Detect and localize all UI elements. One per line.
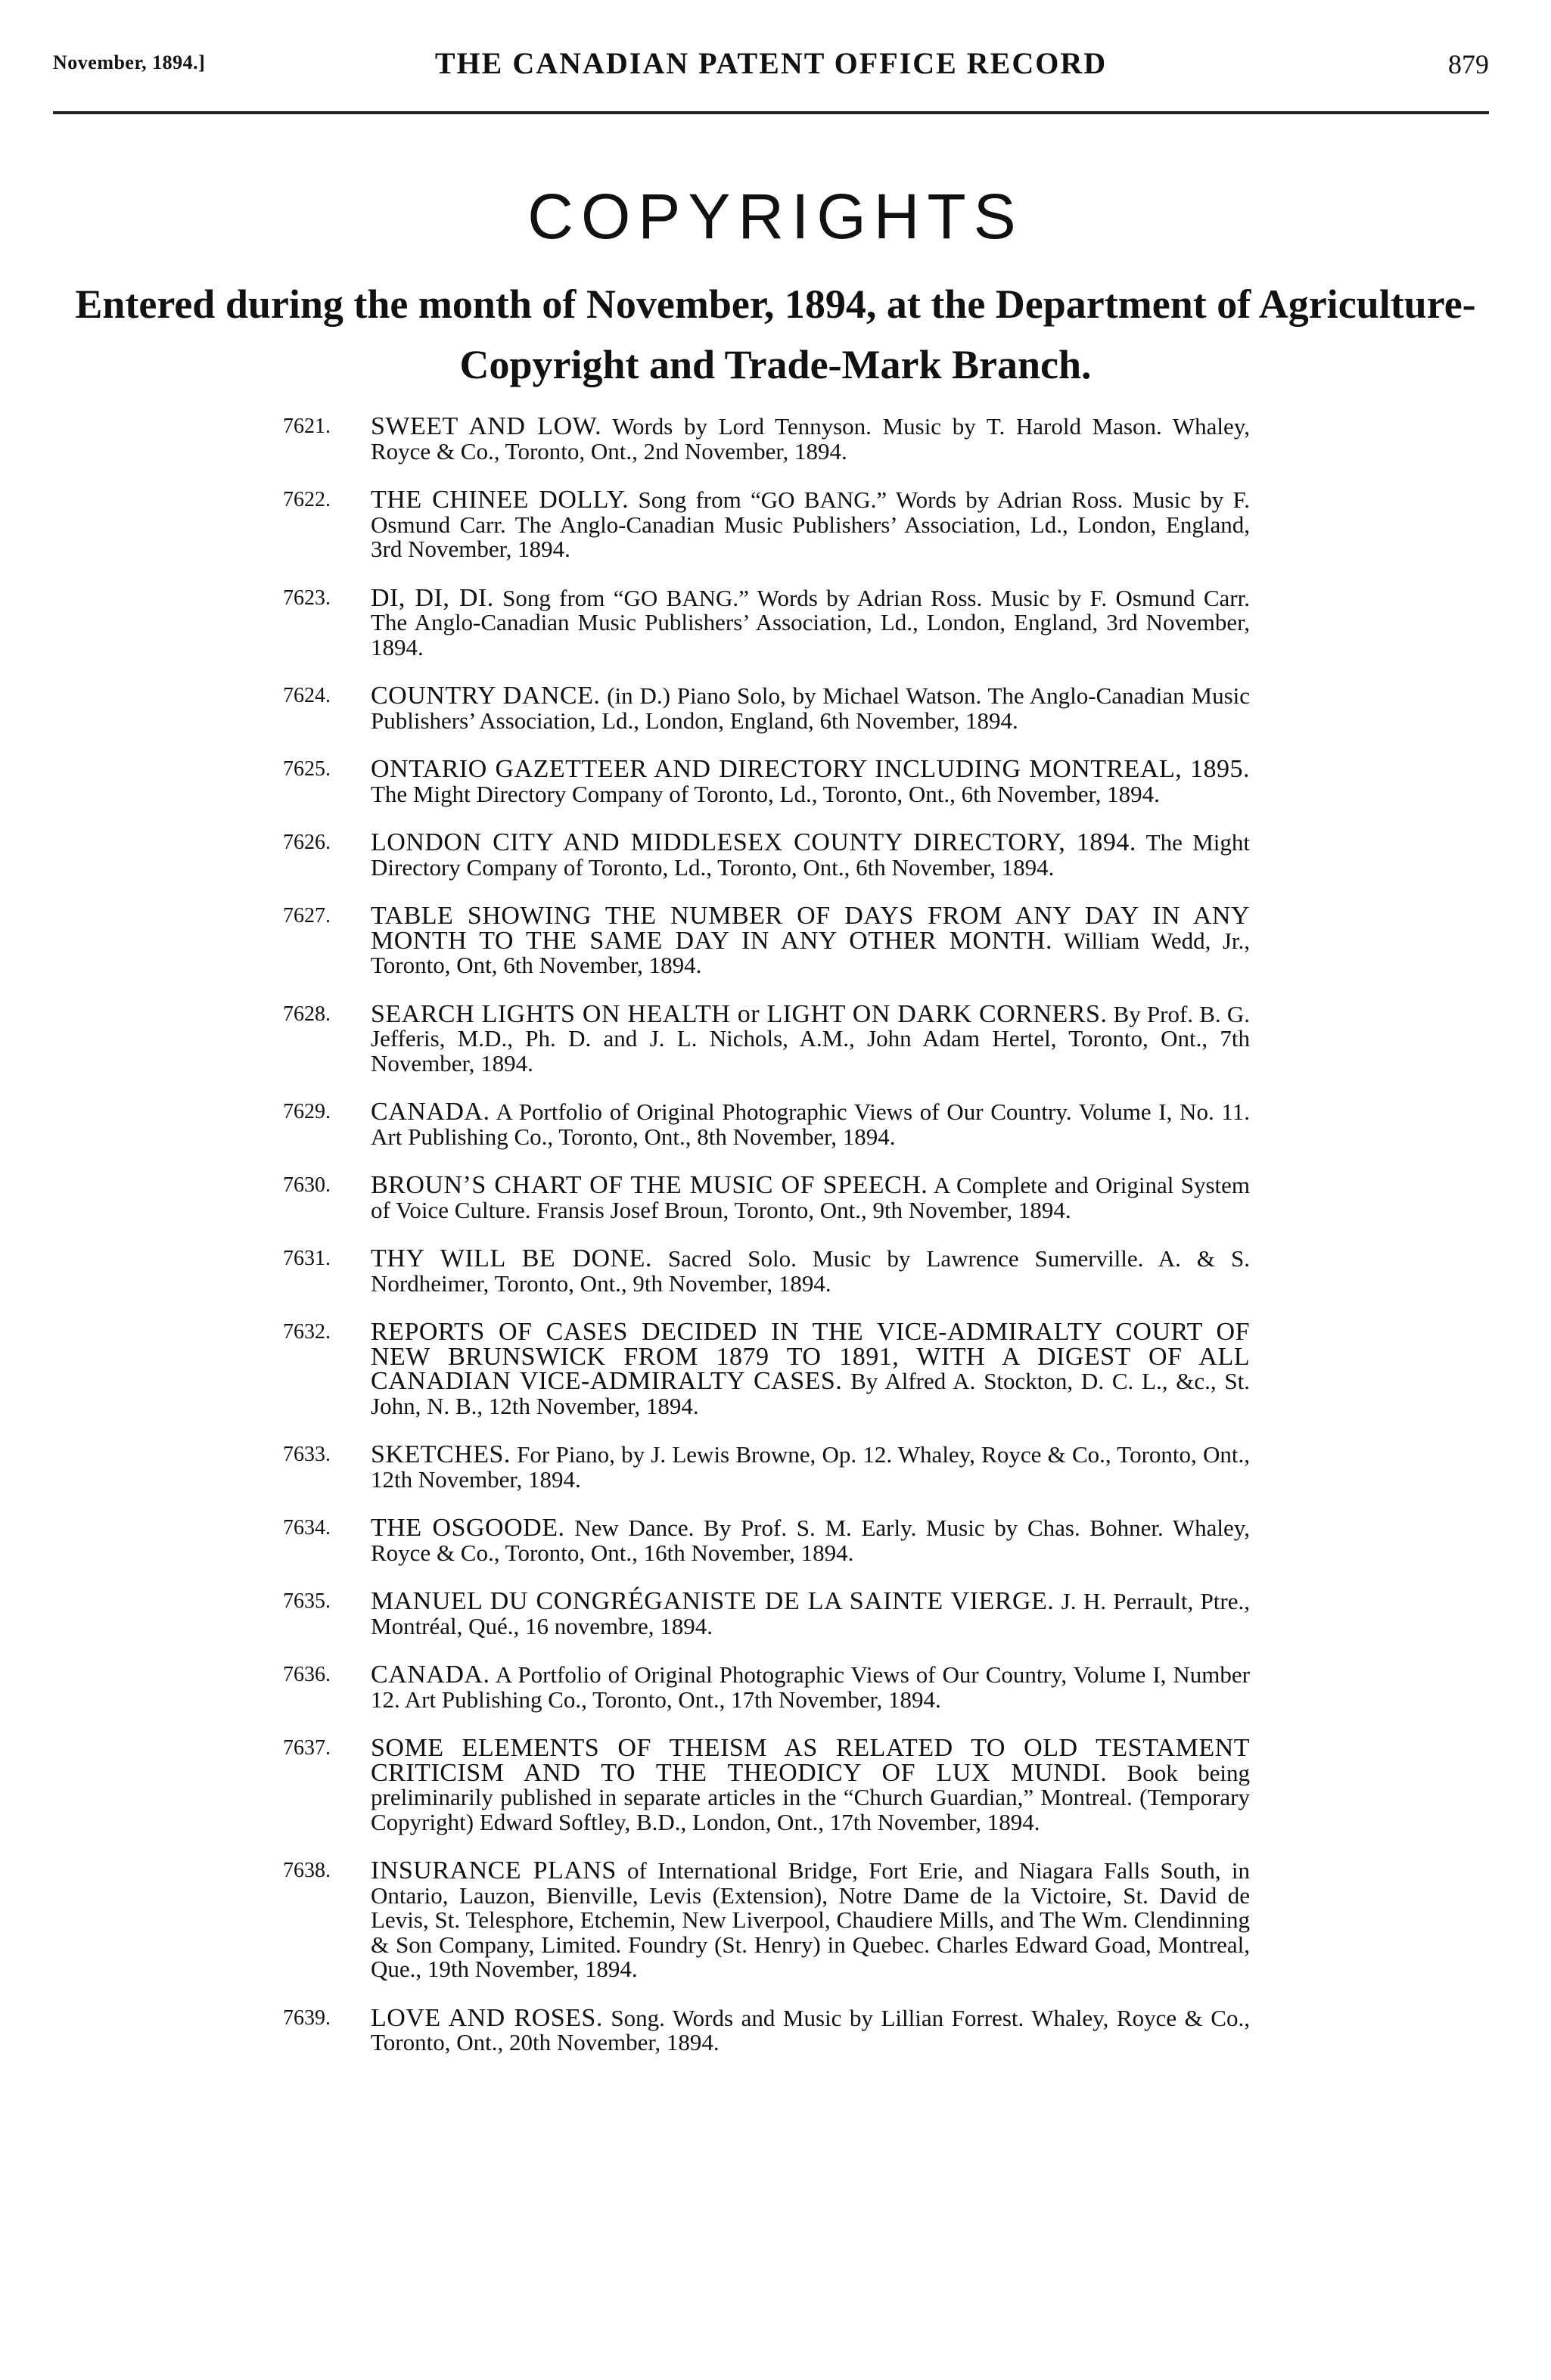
copyright-entry <box>283 684 1250 733</box>
entry-details: The Might Directory Company of Toronto, Ld., Toronto, Ont., 6th November, 1894. <box>371 829 1250 881</box>
entry-number: 7634. <box>283 1516 331 1540</box>
copyright-entry <box>283 583 1250 660</box>
copyright-entry <box>283 2003 1250 2055</box>
entry-details: By Prof. B. G. Jefferis, M.D., Ph. D. and J. L. Nichols, A.M., John Adam Hertel, Toronto, Ont., 7th November, 1894. <box>371 1000 1250 1077</box>
entry-number: 7627. <box>283 904 331 927</box>
entry-number: 7625. <box>283 757 331 781</box>
entry-number: 7631. <box>283 1247 331 1270</box>
entry-details: J. H. Perrault, Ptre., Montréal, Qué., 16 novembre, 1894. <box>371 1588 1250 1639</box>
entry-number: 7638. <box>283 1859 331 1882</box>
copyright-entry <box>283 1736 1250 1835</box>
subtitle-line-1: Entered during the month of November, 1894, at the Department of Agriculture- <box>75 281 1476 327</box>
copyright-entry <box>283 828 1250 881</box>
entry-title: THE OSGOODE. <box>371 1514 565 1542</box>
entry-title: MANUEL DU CONGRÉGANISTE DE LA SAINTE VIERGE. <box>371 1587 1055 1615</box>
copyright-entry <box>283 1856 1250 1982</box>
entry-number: 7628. <box>283 1002 331 1026</box>
entry-number: 7630. <box>283 1173 331 1197</box>
entry-title: BROUN’S CHART OF THE MUSIC OF SPEECH. <box>371 1171 928 1199</box>
entry-number: 7635. <box>283 1589 331 1613</box>
copyright-entry <box>283 1663 1250 1712</box>
entry-details: Sacred Solo. Music by Lawrence Sumerville. A. & S. Nordheimer, Toronto, Ont., 9th November, 1894. <box>371 1245 1250 1297</box>
entry-title: TABLE SHOWING THE NUMBER OF DAYS FROM ANY DAY IN ANY MONTH TO THE SAME DAY IN ANY OTHER MONTH. <box>371 902 1250 955</box>
entry-details: Song from “GO BANG.” Words by Adrian Ross. Music by F. Osmund Carr. The Anglo-Canadian Music Publishers’ Association, Ld., London, England, 3rd November, 1894. <box>371 486 1251 562</box>
entry-title: SWEET AND LOW. <box>371 412 602 440</box>
entry-details: A Complete and Original System of Voice Culture. Fransis Josef Broun, Toronto, Ont., 9th November, 1894. <box>371 1172 1250 1223</box>
entry-title: THY WILL BE DONE. <box>371 1244 652 1272</box>
entry-details: Song. Words and Music by Lillian Forrest. Whaley, Royce & Co., Toronto, Ont., 20th November, 1894. <box>371 2004 1250 2055</box>
subtitle-line-2: Copyright and Trade-Mark Branch. <box>459 342 1092 387</box>
entry-number: 7632. <box>283 1320 331 1344</box>
journal-title: THE CANADIAN PATENT OFFICE RECORD <box>434 46 1108 80</box>
section-subtitle <box>45 274 1506 395</box>
entry-number: 7637. <box>283 1736 331 1760</box>
entry-title: ONTARIO GAZETTEER AND DIRECTORY INCLUDING MONTREAL, 1895. <box>371 755 1250 783</box>
entry-title: SOME ELEMENTS OF THEISM AS RELATED TO OLD TESTAMENT CRITICISM AND TO THE THEODICY OF LUX MUNDI. <box>371 1734 1250 1787</box>
entry-title: THE CHINEE DOLLY. <box>371 486 629 514</box>
entry-title: LONDON CITY AND MIDDLESEX COUNTY DIRECTORY, 1894. <box>371 828 1136 856</box>
entry-title: SEARCH LIGHTS ON HEALTH or LIGHT ON DARK CORNERS. <box>371 999 1108 1028</box>
section-title: COPYRIGHTS <box>527 181 1024 252</box>
page-number: 879 <box>1448 49 1489 79</box>
running-head <box>53 41 1489 86</box>
copyright-entry <box>283 757 1250 806</box>
entry-number: 7636. <box>283 1663 331 1686</box>
issue-date: November, 1894.] <box>53 51 206 73</box>
entry-number: 7621. <box>283 415 331 438</box>
entry-title: LOVE AND ROSES. <box>371 2003 603 2032</box>
entry-details: William Wedd, Jr., Toronto, Ont, 6th November, 1894. <box>371 927 1251 978</box>
entry-number: 7629. <box>283 1100 331 1123</box>
entry-details: Words by Lord Tennyson. Music by T. Harold Mason. Whaley, Royce & Co., Toronto, Ont., 2nd November, 1894. <box>371 413 1250 465</box>
copyright-entry <box>283 412 1250 465</box>
copyright-entry <box>283 1173 1250 1223</box>
entry-details: (in D.) Piano Solo, by Michael Watson. The Anglo-Canadian Music Publishers’ Association, Ld., London, England, 6th November, 1894. <box>371 682 1250 734</box>
entry-number: 7623. <box>283 586 331 610</box>
entry-number: 7624. <box>283 684 331 707</box>
entry-number: 7633. <box>283 1443 331 1466</box>
copyright-entry <box>283 904 1250 978</box>
entry-title: COUNTRY DANCE. <box>371 682 601 710</box>
entry-details: For Piano, by J. Lewis Browne, Op. 12. Whaley, Royce & Co., Toronto, Ont., 12th November, 1894. <box>371 1441 1250 1493</box>
entry-title: INSURANCE PLANS <box>371 1856 617 1884</box>
entry-number: 7639. <box>283 2006 331 2030</box>
header-rule <box>53 111 1489 114</box>
entry-number: 7622. <box>283 488 331 511</box>
entry-details: A Portfolio of Original Photographic Views of Our Country. Volume I, No. 11. Art Publishing Co., Toronto, Ont., 8th November, 1894. <box>371 1098 1250 1150</box>
entry-details: Song from “GO BANG.” Words by Adrian Ross. Music by F. Osmund Carr. The Anglo-Canadian Music Publishers’ Association, Ld., London, England, 3rd November, 1894. <box>371 584 1250 660</box>
entry-number: 7626. <box>283 831 331 854</box>
entry-details: of International Bridge, Fort Erie, and Niagara Falls South, in Ontario, Lauzon, Bienville, Levis (Extension), Notre Dame de la Victoire, St. David de Levis, St. Telesphore, Etchemin, New Liverpool, Chaudiere Mills, and The Wm. Clendinning & Son Company, Limited. Foundry (St. Henry) in Quebec. Charles Edward Goad, Montreal, Que., 19th November, 1894. <box>371 1857 1250 1982</box>
copyright-entry <box>283 488 1250 562</box>
copyright-entry-list <box>283 412 1251 2080</box>
entry-details: By Alfred A. Stockton, D. C. L., &c., St. John, N. B., 12th November, 1894. <box>371 1368 1250 1419</box>
copyright-entry <box>283 1589 1250 1639</box>
entry-details: New Dance. By Prof. S. M. Early. Music by Chas. Bohner. Whaley, Royce & Co., Toronto, Ont., 16th November, 1894. <box>371 1515 1250 1566</box>
entry-title: DI, DI, DI. <box>371 583 494 612</box>
copyright-entry <box>283 1244 1250 1297</box>
copyright-entry <box>283 1440 1250 1493</box>
entry-details: A Portfolio of Original Photographic Views of Our Country, Volume I, Number 12. Art Publishing Co., Toronto, Ont., 17th November, 1894. <box>371 1661 1250 1713</box>
copyright-entry <box>283 1516 1250 1565</box>
entry-details: The Might Directory Company of Toronto, Ld., Toronto, Ont., 6th November, 1894. <box>371 780 1160 807</box>
copyright-entry <box>283 1100 1250 1149</box>
entry-title: CANADA. <box>371 1098 490 1126</box>
entry-title: SKETCHES. <box>371 1440 511 1468</box>
entry-details: Book being preliminarily published in separate articles in the “Church Guardian,” Montreal. (Temporary Copyright) Edward Softley, B.D., London, Ont., 17th November, 1894. <box>371 1759 1250 1835</box>
copyright-entry <box>283 1320 1250 1418</box>
entry-title: CANADA. <box>371 1661 490 1689</box>
copyright-entry <box>283 999 1250 1077</box>
entry-title: REPORTS OF CASES DECIDED IN THE VICE-ADMIRALTY COURT OF NEW BRUNSWICK FROM 1879 TO 1891, WITH A DIGEST OF ALL CANADIAN VICE-ADMIRALTY CASES. <box>371 1318 1250 1395</box>
